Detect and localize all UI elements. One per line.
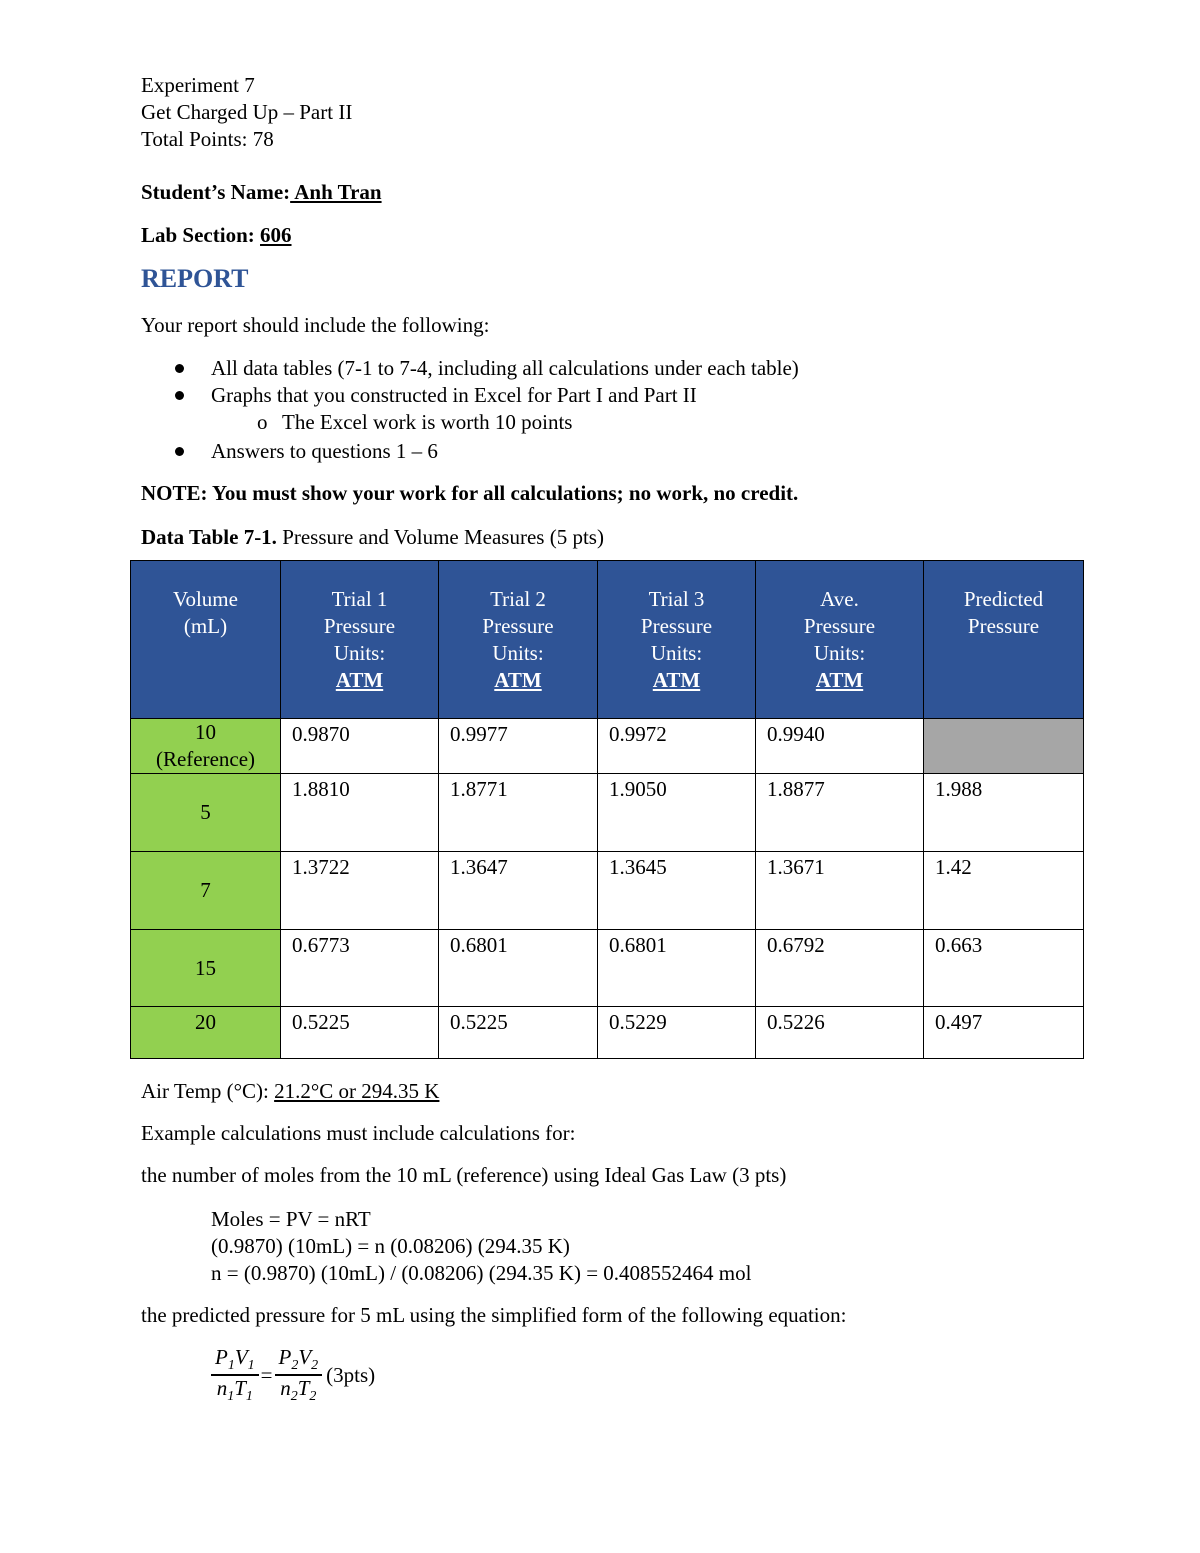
- air-temp-label: Air Temp (°C):: [141, 1079, 275, 1103]
- list-item: [141, 355, 799, 382]
- experiment-title: Get Charged Up – Part II: [141, 100, 353, 124]
- value-cell: 0.663: [924, 930, 1084, 1007]
- value-cell: 0.6801: [439, 930, 598, 1007]
- bullet-icon: [175, 391, 184, 400]
- header-volume: Volume (mL): [131, 561, 281, 719]
- list-item: [141, 438, 799, 465]
- value-cell: 0.9972: [598, 719, 756, 774]
- table-caption-text: Pressure and Volume Measures (5 pts): [276, 525, 604, 549]
- value-cell: 1.3722: [281, 852, 439, 930]
- table-row: [131, 852, 1084, 930]
- value-cell: 1.3647: [439, 852, 598, 930]
- air-temp-line: [141, 1079, 439, 1104]
- volume-cell: 20: [131, 1007, 281, 1059]
- calc-line: n = (0.9870) (10mL) / (0.08206) (294.35 K) = 0.408552464 mol: [211, 1261, 752, 1285]
- value-cell: 1.988: [924, 774, 1084, 852]
- value-cell: 0.6773: [281, 930, 439, 1007]
- report-heading: REPORT: [141, 264, 249, 293]
- requirements-list: [141, 355, 799, 465]
- value-cell: 1.9050: [598, 774, 756, 852]
- calc-line: (0.9870) (10mL) = n (0.08206) (294.35 K): [211, 1234, 570, 1258]
- value-cell: 0.6801: [598, 930, 756, 1007]
- work-note: NOTE: You must show your work for all calculations; no work, no credit.: [141, 481, 799, 505]
- volume-cell: 15: [131, 930, 281, 1007]
- value-cell: 0.9870: [281, 719, 439, 774]
- example-intro: Example calculations must include calculations for:: [141, 1121, 576, 1145]
- lab-section-value: 606: [260, 223, 292, 247]
- list-item-text: All data tables (7-1 to 7-4, including all calculations under each table): [211, 356, 799, 380]
- sub-list-item: [141, 409, 799, 436]
- data-table: [130, 560, 1084, 1059]
- value-cell: 1.3645: [598, 852, 756, 930]
- table-header-row: [131, 561, 1084, 719]
- calc-line: Moles = PV = nRT: [211, 1207, 371, 1231]
- value-cell: 0.5226: [756, 1007, 924, 1059]
- sub-bullet-marker: o: [257, 410, 268, 434]
- moles-prompt: the number of moles from the 10 mL (reference) using Ideal Gas Law (3 pts): [141, 1163, 787, 1187]
- header-block: [141, 72, 352, 153]
- value-cell: 1.3671: [756, 852, 924, 930]
- table-caption-label: Data Table 7-1.: [141, 525, 277, 549]
- volume-cell: 5: [131, 774, 281, 852]
- bullet-icon: [175, 364, 184, 373]
- value-cell: 0.5225: [281, 1007, 439, 1059]
- list-item-text: Graphs that you constructed in Excel for Part I and Part II: [211, 383, 697, 407]
- experiment-number: Experiment 7: [141, 73, 255, 97]
- value-cell: 0.9977: [439, 719, 598, 774]
- header-average: Ave. Pressure Units: ATM: [756, 561, 924, 719]
- moles-calculation: [211, 1206, 751, 1287]
- header-trial-1: Trial 1 Pressure Units: ATM: [281, 561, 439, 719]
- list-item-text: Answers to questions 1 – 6: [211, 439, 438, 463]
- lab-section-field: [141, 223, 292, 248]
- value-cell: 0.497: [924, 1007, 1084, 1059]
- table-caption: [141, 525, 604, 550]
- student-name-value: Anh Tran: [290, 180, 382, 204]
- value-cell: 0.9940: [756, 719, 924, 774]
- empty-predicted-cell: [924, 719, 1084, 774]
- sub-list-item-text: The Excel work is worth 10 points: [282, 410, 573, 434]
- value-cell: 1.8771: [439, 774, 598, 852]
- table-row: [131, 774, 1084, 852]
- student-name-label: Student’s Name:: [141, 180, 291, 204]
- header-predicted: Predicted Pressure: [924, 561, 1084, 719]
- pressure-prompt: the predicted pressure for 5 mL using the simplified form of the following equation:: [141, 1303, 847, 1327]
- value-cell: 0.5225: [439, 1007, 598, 1059]
- left-fraction: $\frac{P_1V_1}{n_1T_1}$: [211, 1345, 259, 1405]
- value-cell: 1.42: [924, 852, 1084, 930]
- air-temp-value: 21.2°C or 294.35 K: [274, 1079, 440, 1103]
- table-row: [131, 930, 1084, 1007]
- list-item: [141, 382, 799, 409]
- combined-gas-law-equation: $\frac{P_1V_1}{n_1T_1}$ = $\frac{P_2V_2}{n_2T_2}$ (3pts): [211, 1345, 375, 1405]
- student-name-field: [141, 180, 382, 205]
- table-row: [131, 1007, 1084, 1059]
- header-trial-2: Trial 2 Pressure Units: ATM: [439, 561, 598, 719]
- value-cell: 1.8877: [756, 774, 924, 852]
- value-cell: 0.5229: [598, 1007, 756, 1059]
- lab-section-label: Lab Section:: [141, 223, 255, 247]
- volume-cell: 10 (Reference): [131, 719, 281, 774]
- volume-cell: 7: [131, 852, 281, 930]
- bullet-icon: [175, 447, 184, 456]
- total-points: Total Points: 78: [141, 127, 274, 151]
- formula-points: (3pts): [326, 1362, 376, 1387]
- table-row: [131, 719, 1084, 774]
- value-cell: 0.6792: [756, 930, 924, 1007]
- report-intro: Your report should include the following:: [141, 313, 490, 337]
- value-cell: 1.8810: [281, 774, 439, 852]
- header-trial-3: Trial 3 Pressure Units: ATM: [598, 561, 756, 719]
- right-fraction: $\frac{P_2V_2}{n_2T_2}$: [275, 1345, 323, 1405]
